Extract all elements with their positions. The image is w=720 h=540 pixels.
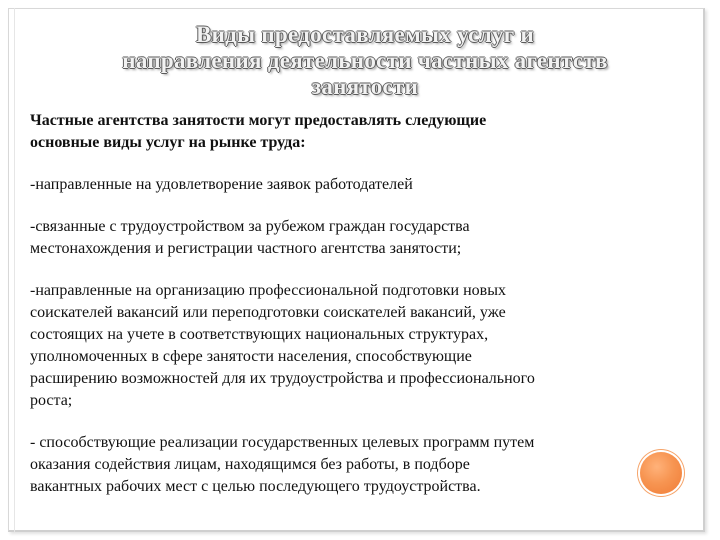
service-item-state-programs (30, 432, 670, 498)
service-item-employment-abroad (30, 216, 670, 260)
item-line: местонахождения и регистрации частного агентства занятости; (30, 240, 462, 257)
item-line: расширению возможностей для их трудоустройства и профессионального (30, 370, 535, 387)
item-line: -направленные на удовлетворение заявок работодателей (30, 176, 413, 193)
slide-title-line: Виды предоставляемых услуг и (195, 22, 535, 47)
service-item-professional-training (30, 280, 670, 412)
service-item-employer-requests (30, 174, 670, 196)
slide-title-line: направления деятельности частных агентств (122, 48, 608, 73)
item-line: соискателей вакансий или переподготовки соискателей вакансий, уже (30, 304, 506, 321)
intro-line: основные виды услуг на рынке труда: (30, 134, 306, 151)
item-line: уполномоченных в сфере занятости населения, способствующие (30, 348, 472, 365)
item-line: -связанные с трудоустройством за рубежом граждан государства (30, 218, 470, 235)
item-line: состоящих на учете в соответствующих национальных структурах, (30, 326, 489, 343)
intro-paragraph (30, 110, 670, 154)
intro-line: Частные агентства занятости могут предоставлять следующие (30, 112, 487, 129)
item-line: вакантных рабочих мест с целью последующего трудоустройства. (30, 478, 481, 495)
item-line: - способствующие реализации государственных целевых программ путем (30, 434, 535, 451)
decorative-orange-circle (640, 452, 682, 494)
slide-body (30, 110, 670, 518)
slide-left-rule (14, 8, 15, 532)
item-line: оказания содействия лицам, находящимся без работы, в подборе (30, 456, 470, 473)
item-line: роста; (30, 392, 73, 409)
slide-title-line: занятости (311, 74, 419, 99)
item-line: -направленные на организацию профессиональной подготовки новых (30, 282, 506, 299)
slide-title (40, 22, 690, 100)
